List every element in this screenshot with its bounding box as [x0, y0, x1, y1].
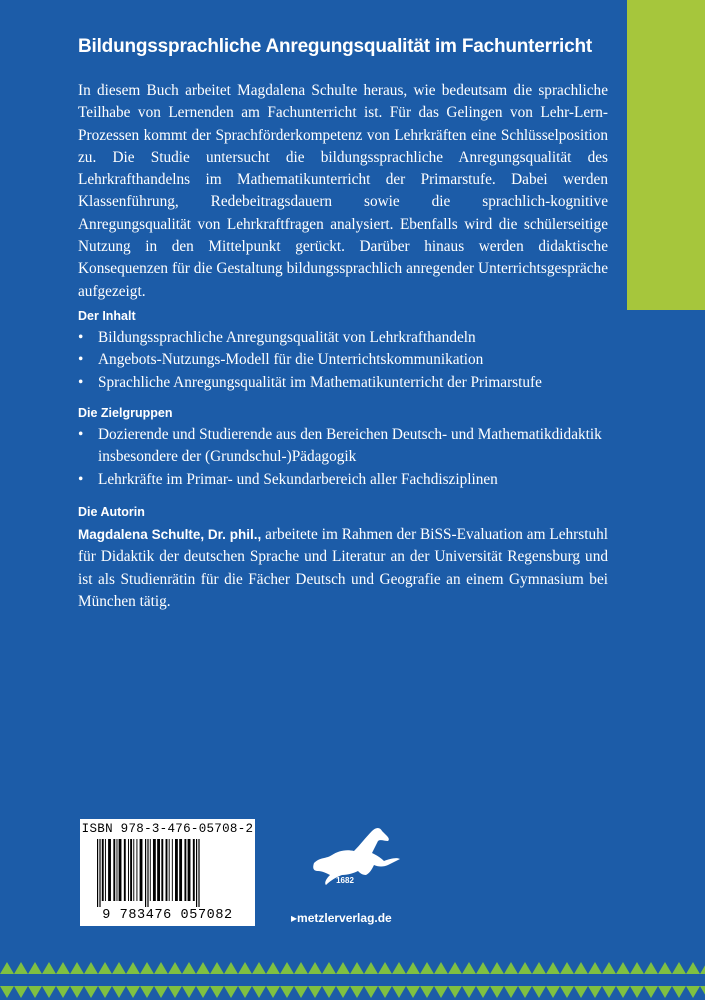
- list-item: • Angebots-Nutzungs-Modell für die Unterrichtskommunikation: [78, 349, 618, 371]
- bullet-icon: •: [78, 470, 84, 488]
- list-item: • Bildungssprachliche Anregungsqualität von Lehrkrafthandeln: [78, 327, 618, 349]
- author-bio: [78, 524, 608, 613]
- green-accent-tab: [627, 0, 705, 310]
- autorin-heading: Die Autorin: [78, 505, 145, 519]
- isbn-barcode: [80, 819, 255, 926]
- bullet-icon: •: [78, 426, 84, 443]
- bullet-icon: •: [78, 351, 84, 369]
- intro-text: In diesem Buch arbeitet Magdalena Schulte heraus, wie bedeutsam die sprachliche Teilhabe von Lernenden am Fachunterricht ist. Für das Gelingen von Lehr-Lern-Prozessen kommt der Sprachförderkompetenz von Lehrkräften eine Schlüsselposition zu. Die Studie untersucht die bildungssprachliche Anregungsqualität des Lehrkrafthandelns im Mathematikunterricht der Primarstufe. Dabei werden Klassenführung, Redebeitragsdauern sowie die sprachlich-kognitive Anregungsqualität von Lehrkraftfragen analysiert. Ebenfalls wird die schülerseitige Nutzung in den Mittelpunkt gerückt. Darüber hinaus werden didaktische Konsequenzen für die Gestaltung bildungssprachlich anregender Unterrichtsgespräche aufgezeigt.: [78, 82, 608, 300]
- publisher-year: 1682: [336, 876, 354, 885]
- bullet-icon: •: [78, 329, 84, 346]
- publisher-website-link[interactable]: ▸metzlerverlag.de: [291, 911, 392, 925]
- horse-logo-icon: [306, 823, 406, 905]
- barcode-bars: [93, 839, 253, 907]
- inhalt-list: [78, 327, 618, 394]
- list-item: • Lehrkräfte im Primar- und Sekundarbereich aller Fachdisziplinen: [78, 469, 618, 491]
- zielgruppen-list: [78, 424, 618, 491]
- list-item: • Sprachliche Anregungsqualität im Mathematikunterricht der Primarstufe: [78, 372, 618, 394]
- author-name: Magdalena Schulte, Dr. phil.,: [78, 527, 262, 542]
- decorative-stripe: [0, 960, 705, 1000]
- ean-digits: 9 783476 057082: [102, 908, 233, 923]
- inhalt-heading: Der Inhalt: [78, 309, 136, 323]
- isbn-label: ISBN 978-3-476-05708-2: [81, 822, 254, 836]
- zielgruppen-heading: Die Zielgruppen: [78, 406, 173, 420]
- bullet-icon: •: [78, 373, 84, 391]
- list-item: • Dozierende und Studierende aus den Bereichen Deutsch- und Mathematikdidaktik insbesondere der (Grundschul-)Pädagogik: [78, 426, 602, 466]
- author-text: arbeitete im Rahmen der BiSS-Evaluation am Lehrstuhl für Didaktik der deutschen Sprache und Literatur an der Universität Regensburg und ist als Studienrätin für die Fächer Deutsch und Geografie an einem Gymnasium bei München tätig.: [78, 526, 608, 610]
- book-title: Bildungssprachliche Anregungsqualität im Fachunterricht: [78, 36, 593, 57]
